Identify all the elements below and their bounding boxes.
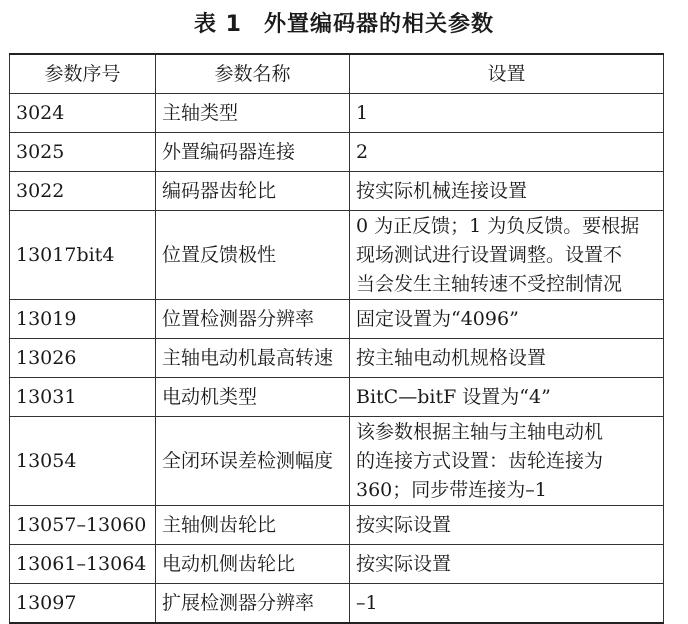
table-caption: [0, 10, 688, 40]
param-name-cell: 主轴电动机最高转速: [156, 339, 350, 378]
setting-cell: [350, 172, 664, 211]
table-body: [10, 94, 664, 624]
setting-line: 当会发生主轴转速不受控制情况: [356, 272, 623, 295]
param-number-cell: 3024: [10, 94, 156, 133]
table-row: [10, 545, 664, 584]
param-name-cell: 位置反馈极性: [156, 211, 350, 300]
param-number-cell: 13097: [10, 584, 156, 624]
setting-cell: [350, 584, 664, 624]
setting-cell: [350, 300, 664, 339]
header-param-name: 参数名称: [156, 54, 350, 94]
setting-cell: [350, 211, 664, 300]
setting-line: BitC—bitF 设置为“4”: [356, 385, 551, 408]
param-name-cell: 电动机类型: [156, 378, 350, 417]
param-name-cell: 全闭环误差检测幅度: [156, 417, 350, 506]
table-row: [10, 339, 664, 378]
param-number-cell: 3025: [10, 133, 156, 172]
table-row: [10, 133, 664, 172]
setting-cell: [350, 94, 664, 133]
setting-line: 按实际机械连接设置: [356, 179, 528, 202]
setting-line: 1: [356, 101, 369, 124]
table-row: [10, 417, 664, 506]
param-number-cell: 3022: [10, 172, 156, 211]
setting-line: 的连接方式设置：齿轮连接为: [356, 449, 604, 472]
setting-line: 现场测试进行设置调整。设置不: [356, 243, 623, 266]
setting-line: 2: [356, 140, 369, 163]
param-name-cell: 主轴侧齿轮比: [156, 506, 350, 545]
setting-cell: [350, 133, 664, 172]
param-name-cell: 外置编码器连接: [156, 133, 350, 172]
setting-line: 按实际设置: [356, 552, 452, 575]
setting-line: 该参数根据主轴与主轴电动机: [356, 420, 604, 443]
param-name-cell: 扩展检测器分辨率: [156, 584, 350, 624]
setting-line: 按实际设置: [356, 513, 452, 536]
setting-line: 按主轴电动机规格设置: [356, 346, 547, 369]
table-title: 外置编码器的相关参数: [263, 12, 494, 37]
param-number-cell: 13057–13060: [10, 506, 156, 545]
setting-line: 固定设置为“4096”: [356, 307, 519, 330]
table-row: [10, 172, 664, 211]
param-number-cell: 13026: [10, 339, 156, 378]
param-name-cell: 编码器齿轮比: [156, 172, 350, 211]
table-row: [10, 211, 664, 300]
param-name-cell: 电动机侧齿轮比: [156, 545, 350, 584]
param-number-cell: 13017bit4: [10, 211, 156, 300]
param-number-cell: 13061–13064: [10, 545, 156, 584]
setting-cell: [350, 506, 664, 545]
param-name-cell: 位置检测器分辨率: [156, 300, 350, 339]
header-param-number: 参数序号: [10, 54, 156, 94]
setting-line: –1: [356, 591, 378, 614]
table-row: [10, 584, 664, 624]
header-setting: 设置: [350, 54, 664, 94]
param-number-cell: 13019: [10, 300, 156, 339]
setting-cell: [350, 417, 664, 506]
setting-cell: [350, 545, 664, 584]
setting-line: 0 为正反馈；1 为负反馈。要根据: [356, 214, 640, 237]
parameter-table: [9, 53, 664, 624]
table-number: 表 1: [194, 12, 242, 37]
setting-cell: [350, 339, 664, 378]
setting-cell: [350, 378, 664, 417]
table-header-row: [10, 54, 664, 94]
param-number-cell: 13031: [10, 378, 156, 417]
table-row: [10, 506, 664, 545]
table-row: [10, 378, 664, 417]
table-row: [10, 94, 664, 133]
table-row: [10, 300, 664, 339]
setting-line: 360；同步带连接为–1: [356, 478, 547, 501]
param-number-cell: 13054: [10, 417, 156, 506]
param-name-cell: 主轴类型: [156, 94, 350, 133]
